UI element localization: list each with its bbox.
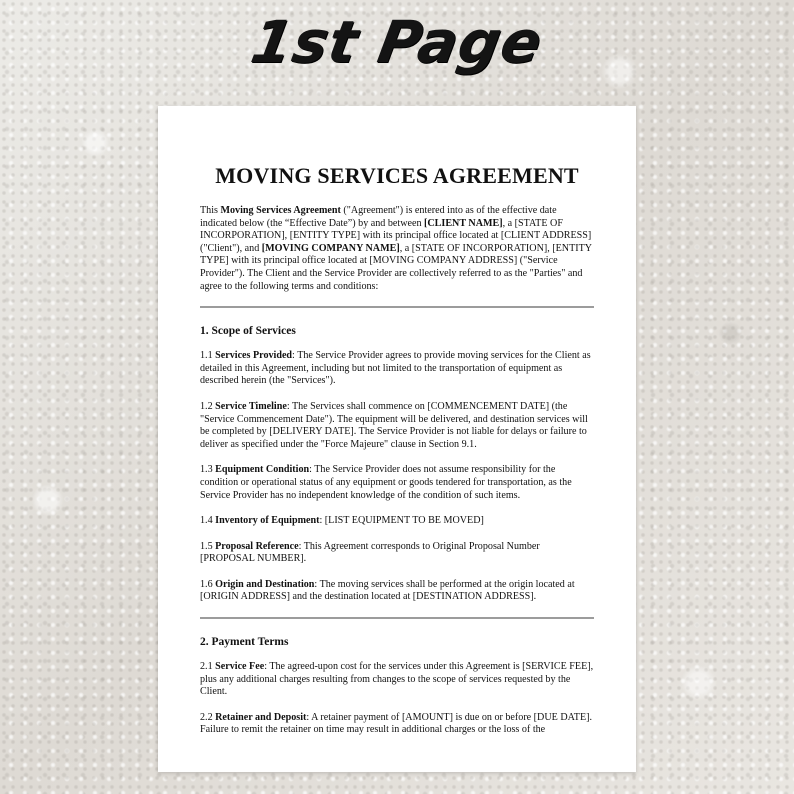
clause-1-1: 1.1 Services Provided: The Service Provider agrees to provide moving services for the Client as detailed in this Agreement, including but not limited to the transportation of equipment as described herein (the "Services"). [200, 350, 591, 387]
clause-1-2: 1.2 Service Timeline: The Services shall commence on [COMMENCEMENT DATE] (the "Service Commencement Date"). The equipment will be delivered, and destination services will be completed by [DELIVERY DATE]. The Service Provider is not liable for delays or failure to deliver as specified under the "Force Majeure" clause in Section 9.1. [200, 400, 588, 450]
document-title: MOVING SERVICES AGREEMENT [215, 163, 579, 188]
section-divider [200, 306, 594, 308]
page-banner-title: 1st Page [246, 8, 548, 76]
document-content [200, 164, 594, 737]
clause-1-5: 1.5 Proposal Reference: This Agreement corresponds to Original Proposal Number [PROPOSAL NUMBER]. [200, 540, 540, 565]
document-page [158, 106, 636, 772]
section-divider [200, 617, 594, 619]
section-heading-payment: 2. Payment Terms [200, 636, 289, 649]
clause-1-4: 1.4 Inventory of Equipment: [LIST EQUIPMENT TO BE MOVED] [200, 515, 484, 527]
section-heading-scope: 1. Scope of Services [200, 325, 296, 338]
clause-1-3: 1.3 Equipment Condition: The Service Provider does not assume responsibility for the condition or operational status of any equipment or goods tendered for transportation, as the Service Provider has no independent knowledge of the condition of such items. [200, 464, 572, 501]
clause-2-2: 2.2 Retainer and Deposit: A retainer payment of [AMOUNT] is due on or before [DUE DATE]. Failure to remit the retainer on time may result in additional charges or the loss of the [200, 711, 592, 736]
clause-2-1: 2.1 Service Fee: The agreed-upon cost for the services under this Agreement is [SERVICE FEE], plus any additional charges resulting from changes to the scope of services requested by the Client. [200, 661, 594, 698]
clause-1-6: 1.6 Origin and Destination: The moving services shall be performed at the origin located at [ORIGIN ADDRESS] and the destination located at [DESTINATION ADDRESS]. [200, 578, 575, 603]
intro-paragraph: This Moving Services Agreement ("Agreement") is entered into as of the effective date indicated below (the “Effective Date”) by and between [CLIENT NAME], a [STATE OF INCORPORATION], [ENTITY TYPE] with its principal office located at [CLIENT ADDRESS] ("Client"), and [MOVING COMPANY NAME], a [STATE OF INCORPORATION], [ENTITY TYPE] with its principal office located at [MOVING COMPANY ADDRESS] ("Service Provider"). The Client and the Service Provider are collectively referred to as the "Parties" and agree to the following terms and conditions: [200, 205, 592, 292]
